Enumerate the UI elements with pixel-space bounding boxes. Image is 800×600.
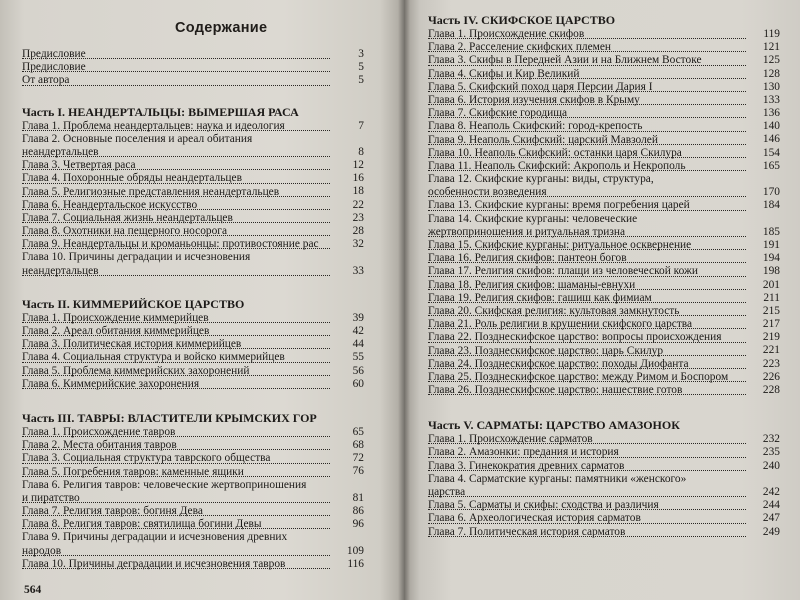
- toc-entry: [22, 479, 364, 505]
- toc-line: [22, 378, 364, 391]
- toc-page-number: 96: [352, 518, 364, 531]
- toc-entry: [22, 186, 364, 199]
- toc-entry-title: Глава 9. Неандертальцы и кроманьонцы: противостояние рас: [22, 238, 319, 251]
- page-number: 564: [24, 584, 42, 596]
- toc-entry-title: царства: [428, 486, 466, 498]
- toc-entry-title: Глава 10. Причины деградации и исчезновения: [22, 251, 251, 264]
- toc-line: [22, 452, 364, 465]
- toc-entry-title: Глава 16. Религия скифов: пантеон богов: [428, 252, 627, 265]
- toc-line: [22, 545, 364, 558]
- toc-entry: [22, 159, 364, 172]
- toc-page-number: 244: [762, 499, 780, 512]
- toc-entry: [428, 147, 780, 160]
- dot-leader: [428, 496, 746, 497]
- toc-entry: [22, 466, 364, 479]
- toc-entry: [22, 531, 364, 557]
- toc-page-number: 32: [352, 238, 364, 251]
- toc-line: [22, 186, 364, 199]
- toc-line: [428, 173, 780, 186]
- toc-entry-title: Глава 21. Роль религии в крушении скифского царства: [428, 318, 693, 331]
- toc-part: [22, 104, 364, 278]
- toc-entry-title: Глава 3. Гинекократия древних сарматов: [428, 459, 625, 472]
- toc-entry-title: особенности возведения: [428, 186, 547, 199]
- toc-page-number: 60: [352, 377, 364, 390]
- toc-line: [428, 358, 780, 371]
- toc-page-number: 165: [762, 159, 780, 172]
- toc-entry-title: Глава 5. Сарматы и скифы: сходства и различия: [428, 499, 659, 512]
- toc-line: [22, 426, 364, 439]
- toc-entry-title: Глава 20. Скифская религия: культовая замкнутость: [428, 304, 680, 317]
- toc-page-number: 249: [762, 525, 780, 538]
- toc-entry-title: Глава 6. Археологическая история сарматов: [428, 512, 641, 525]
- toc-line: [22, 351, 364, 364]
- toc-line: [428, 107, 780, 120]
- toc-entry-title: жертвоприношения и ритуальная тризна: [428, 225, 626, 238]
- toc-entry: [428, 460, 780, 473]
- toc-line: [428, 41, 780, 54]
- toc-entry: [22, 312, 364, 325]
- toc-entry: [22, 365, 364, 378]
- toc-entry: [428, 160, 780, 173]
- toc-entry: [22, 452, 364, 465]
- toc-line: [428, 226, 780, 239]
- toc-entry-title: Глава 2. Места обитания тавров: [22, 439, 177, 452]
- toc-page-number: 235: [762, 446, 780, 459]
- book-gutter: [398, 0, 410, 600]
- toc-page-number: 81: [352, 491, 364, 504]
- toc-line: [22, 225, 364, 238]
- toc-entry: [22, 199, 364, 212]
- toc-line: [428, 199, 780, 212]
- toc-entry-title: Глава 2. Основные поселения и ареал обитания: [22, 132, 253, 145]
- toc-line: [428, 433, 780, 446]
- toc-entry-title: Глава 7. Социальная жизнь неандертальцев: [22, 211, 233, 224]
- toc-line: [428, 384, 780, 397]
- toc-page-number: 22: [352, 198, 364, 211]
- toc-entry: [22, 439, 364, 452]
- toc-line: [428, 213, 780, 226]
- toc-page-number: 219: [762, 331, 780, 344]
- toc-line: [428, 265, 780, 278]
- toc-page-number: 130: [762, 80, 780, 93]
- toc-entry: [428, 134, 780, 147]
- toc-line: [22, 439, 364, 452]
- toc-entry-title: Глава 14. Скифские курганы: человеческие: [428, 212, 638, 225]
- part-title: Часть V. САРМАТЫ: ЦАРСТВО АМАЗОНОК: [428, 418, 680, 433]
- toc-page-number: 33: [352, 264, 364, 277]
- toc-line: [428, 331, 780, 344]
- toc-entry: [22, 426, 364, 439]
- toc-line: [22, 492, 364, 505]
- toc-page-number: 109: [346, 544, 364, 557]
- toc-front-matter: [22, 48, 364, 88]
- toc-entry-title: Глава 6. Неандертальское искусство: [22, 198, 198, 211]
- toc-entry-title: Глава 3. Политическая история киммерийцев: [22, 338, 242, 351]
- toc-entry-title: Глава 9. Причины деградации и исчезновения древних: [22, 531, 288, 544]
- toc-page-number: 201: [762, 278, 780, 291]
- toc-line: [22, 133, 364, 146]
- toc-page-number: 42: [352, 324, 364, 337]
- toc-entry-title: Глава 8. Охотники на пещерного носорога: [22, 225, 228, 238]
- toc-entry-title: Глава 10. Неаполь Скифский: останки царя Скилура: [428, 146, 682, 159]
- part-title: Часть I. НЕАНДЕРТАЛЬЦЫ: ВЫМЕРШАЯ РАСА: [22, 104, 299, 119]
- toc-page-number: 184: [762, 199, 780, 212]
- toc-entry-title: Глава 9. Неаполь Скифский: царский Мавзолей: [428, 133, 658, 146]
- toc-line: [428, 160, 780, 173]
- toc-line: [428, 460, 780, 473]
- toc-page-number: 119: [763, 27, 780, 40]
- toc-entry: [428, 446, 780, 459]
- toc-entry: [428, 433, 780, 446]
- toc-entry: [428, 239, 780, 252]
- toc-entry-title: Глава 7. Скифские городища: [428, 107, 568, 120]
- toc-page-number: 12: [352, 159, 364, 172]
- toc-entry-title: Глава 24. Позднескифское царство: походы Диофанта: [428, 357, 689, 370]
- dot-leader: [22, 555, 330, 556]
- toc-page-number: 140: [762, 120, 780, 133]
- toc-entry-title: Глава 6. История изучения скифов в Крыму: [428, 93, 640, 106]
- toc-entry-title: Глава 23. Позднескифское царство: царь Скилур: [428, 344, 664, 357]
- toc-line: [22, 172, 364, 185]
- toc-line: [428, 120, 780, 133]
- toc-page-number: 185: [762, 225, 780, 238]
- toc-entry-title: Глава 4. Сарматские курганы: памятники «женского»: [428, 472, 687, 485]
- toc-entry: [428, 384, 780, 397]
- toc-line: [22, 265, 364, 278]
- toc-entry: [428, 499, 780, 512]
- toc-entry-title: Глава 1. Происхождение киммерийцев: [22, 311, 209, 324]
- toc-entry-title: Глава 3. Четвертая раса: [22, 159, 136, 172]
- toc-page-number: 5: [358, 61, 364, 74]
- toc-entry-title: Глава 19. Религия скифов: гашиш как фимиам: [428, 291, 652, 304]
- toc-line: [428, 526, 780, 539]
- toc-line: [428, 512, 780, 525]
- toc-entry: [22, 120, 364, 133]
- toc-entry-title: Глава 2. Амазонки: предания и история: [428, 446, 619, 459]
- toc-entry: [428, 512, 780, 525]
- toc-line: [428, 134, 780, 147]
- toc-entry-title: Глава 1. Проблема неандертальцев: наука и идеология: [22, 119, 285, 132]
- toc-page-number: 191: [762, 238, 780, 251]
- toc-entry: [428, 318, 780, 331]
- toc-entry-title: Глава 10. Причины деградации и исчезновения тавров: [22, 557, 286, 570]
- toc-entry-title: От автора: [22, 74, 70, 87]
- toc-entry-title: Глава 8. Религия тавров: святилища богини Девы: [22, 518, 262, 531]
- toc-line: [22, 238, 364, 251]
- toc-entry-title: Предисловие: [22, 61, 86, 74]
- toc-entry: [428, 358, 780, 371]
- toc-entry: [22, 351, 364, 364]
- toc-page-number: 223: [762, 357, 780, 370]
- toc-entry: [428, 120, 780, 133]
- toc-page-number: 86: [352, 505, 364, 518]
- toc-page-number: 8: [358, 145, 364, 158]
- toc-part: [428, 417, 780, 539]
- toc-entry-title: Глава 22. Позднескифское царство: вопросы происхождения: [428, 331, 722, 344]
- toc-entry: [428, 371, 780, 384]
- toc-page-number: 55: [352, 351, 364, 364]
- toc-right-column: [428, 12, 780, 539]
- toc-entry: [22, 225, 364, 238]
- toc-line: [22, 312, 364, 325]
- toc-entry-title: Глава 5. Проблема киммерийских захоронений: [22, 364, 250, 377]
- toc-entry: [428, 265, 780, 278]
- toc-page-number: 228: [762, 384, 780, 397]
- toc-entry-title: Глава 25. Позднескифское царство: между Римом и Боспором: [428, 370, 729, 383]
- toc-entry-title: Глава 4. Скифы и Кир Великий: [428, 67, 580, 80]
- toc-entry: [22, 558, 364, 571]
- toc-page-number: 133: [762, 93, 780, 106]
- toc-entry-title: Глава 2. Ареал обитания киммерийцев: [22, 325, 210, 337]
- toc-part: [22, 296, 364, 391]
- toc-page-number: 211: [763, 291, 780, 304]
- toc-line: [22, 558, 364, 571]
- toc-page-number: 170: [762, 186, 780, 199]
- toc-line: [428, 305, 780, 318]
- toc-line: [428, 186, 780, 199]
- toc-page-number: 125: [762, 54, 780, 67]
- toc-page-number: 154: [762, 146, 780, 159]
- part-title: Часть III. ТАВРЫ: ВЛАСТИТЕЛИ КРЫМСКИХ ГОР: [22, 410, 317, 425]
- toc-entry: [428, 68, 780, 81]
- toc-line: [22, 325, 364, 338]
- toc-page-number: 23: [352, 211, 364, 224]
- toc-entry-title: Глава 15. Скифские курганы: ритуальное осквернение: [428, 239, 692, 251]
- right-page: [404, 0, 800, 600]
- toc-entry: [22, 518, 364, 531]
- toc-page-number: 44: [352, 338, 364, 351]
- toc-entry: [22, 212, 364, 225]
- toc-entry: [22, 505, 364, 518]
- toc-page-number: 121: [762, 41, 780, 54]
- toc-line: [428, 371, 780, 384]
- toc-entry-title: Глава 5. Скифский поход царя Персии Дария I: [428, 80, 653, 93]
- toc-line: [428, 486, 780, 499]
- toc-line: [428, 318, 780, 331]
- toc-line: [428, 252, 780, 265]
- toc-line: [22, 74, 364, 87]
- toc-page-number: 39: [352, 311, 364, 324]
- toc-entry-title: Глава 12. Скифские курганы: виды, структура,: [428, 173, 654, 186]
- toc-line: [428, 292, 780, 305]
- toc-part: [22, 410, 364, 571]
- toc-entry-title: Глава 13. Скифские курганы: время погребения царей: [428, 199, 690, 212]
- toc-page-number: 128: [762, 67, 780, 80]
- toc-entry-title: Глава 4. Социальная структура и войско киммерийцев: [22, 351, 285, 364]
- toc-entry-title: Глава 18. Религия скифов: шаманы-евнухи: [428, 278, 636, 291]
- toc-entry-title: Глава 1. Происхождение сарматов: [428, 433, 593, 446]
- toc-page-number: 240: [762, 459, 780, 472]
- toc-page-number: 146: [762, 133, 780, 146]
- toc-line: [428, 345, 780, 358]
- toc-line: [22, 466, 364, 479]
- toc-entry: [428, 526, 780, 539]
- toc-entry-title: Глава 2. Расселение скифских племен: [428, 41, 612, 54]
- toc-entry: [428, 107, 780, 120]
- toc-entry: [428, 41, 780, 54]
- toc-line: [22, 518, 364, 531]
- toc-line: [22, 146, 364, 159]
- toc-line: [22, 505, 364, 518]
- toc-entry: [22, 378, 364, 391]
- toc-line: [428, 473, 780, 486]
- toc-page-number: 242: [762, 485, 780, 498]
- toc-page-number: 7: [358, 119, 364, 132]
- toc-entry: [428, 94, 780, 107]
- toc-line: [428, 446, 780, 459]
- toc-entry: [428, 252, 780, 265]
- toc-page-number: 28: [352, 225, 364, 238]
- toc-entry-title: Глава 7. Политическая история сарматов: [428, 525, 626, 538]
- toc-entry: [22, 325, 364, 338]
- toc-line: [22, 365, 364, 378]
- toc-page-number: 3: [358, 47, 364, 60]
- toc-heading: Содержание: [175, 20, 268, 36]
- part-title: Часть II. КИММЕРИЙСКОЕ ЦАРСТВО: [22, 296, 245, 311]
- toc-page-number: 226: [762, 370, 780, 383]
- toc-entry-title: Глава 7. Религия тавров: богиня Дева: [22, 505, 203, 518]
- toc-entry-title: Глава 5. Погребения тавров: каменные ящики: [22, 465, 244, 478]
- toc-page-number: 116: [347, 557, 364, 570]
- toc-entry: [428, 81, 780, 94]
- toc-line: [428, 239, 780, 252]
- toc-page-number: 65: [352, 425, 364, 438]
- toc-entry: [428, 292, 780, 305]
- part-title: Часть IV. СКИФСКОЕ ЦАРСТВО: [428, 13, 616, 27]
- toc-page-number: 18: [352, 185, 364, 198]
- toc-entry: [428, 305, 780, 318]
- toc-entry-title: Глава 8. Неаполь Скифский: город-крепость: [428, 120, 643, 133]
- toc-line: [428, 94, 780, 107]
- toc-entry-title: Глава 3. Социальная структура таврского общества: [22, 452, 271, 465]
- toc-entry-title: и пиратство: [22, 491, 80, 504]
- toc-entry-title: Глава 6. Киммерийские захоронения: [22, 377, 200, 390]
- toc-page-number: 16: [352, 172, 364, 185]
- toc-page-number: 194: [762, 252, 780, 265]
- toc-page-number: 221: [762, 344, 780, 357]
- toc-page-number: 217: [762, 318, 780, 331]
- toc-entry: [428, 473, 780, 499]
- toc-page-number: 72: [352, 452, 364, 465]
- toc-entry: [22, 338, 364, 351]
- toc-entry: [428, 173, 780, 199]
- toc-line: [22, 251, 364, 264]
- toc-line: [428, 147, 780, 160]
- toc-line: [428, 279, 780, 292]
- toc-entry-title: неандертальцев: [22, 145, 99, 158]
- toc-page-number: 198: [762, 265, 780, 278]
- toc-entry-title: Глава 4. Похоронные обряды неандертальцев: [22, 172, 242, 185]
- toc-part: [428, 12, 780, 397]
- toc-entry: [428, 213, 780, 239]
- toc-line: [22, 61, 364, 74]
- toc-entry-title: Глава 1. Происхождение скифов: [428, 28, 585, 40]
- toc-line: [22, 212, 364, 225]
- toc-entry-title: неандертальцев: [22, 264, 99, 277]
- toc-line: [428, 54, 780, 67]
- toc-entry-title: Предисловие: [22, 48, 86, 60]
- toc-line: [22, 48, 364, 61]
- toc-entry: [22, 251, 364, 277]
- toc-entry: [428, 345, 780, 358]
- toc-line: [22, 531, 364, 544]
- toc-line: [22, 199, 364, 212]
- toc-page-number: 247: [762, 512, 780, 525]
- toc-entry-title: Глава 5. Религиозные представления неандертальцев: [22, 185, 280, 198]
- toc-page-number: 68: [352, 439, 364, 452]
- toc-entry-title: Глава 3. Скифы в Передней Азии и на Ближнем Востоке: [428, 54, 702, 67]
- toc-entry-title: Глава 1. Происхождение тавров: [22, 425, 176, 438]
- toc-page-number: 76: [352, 465, 364, 478]
- toc-entry: [22, 238, 364, 251]
- toc-entry: [428, 28, 780, 41]
- toc-entry-title: Глава 6. Религия тавров: человеческие жертвоприношения: [22, 478, 307, 491]
- toc-line: [22, 479, 364, 492]
- toc-line: [22, 120, 364, 133]
- toc-entry: [428, 54, 780, 67]
- toc-entry: [22, 133, 364, 159]
- toc-entry-title: Глава 11. Неаполь Скифский: Акрополь и Некрополь: [428, 159, 686, 172]
- toc-entry-title: народов: [22, 544, 62, 557]
- toc-line: [428, 68, 780, 81]
- toc-entry-title: Глава 17. Религия скифов: плащи из человеческой кожи: [428, 265, 699, 278]
- toc-line: [428, 499, 780, 512]
- toc-line: [428, 81, 780, 94]
- toc-entry: [428, 331, 780, 344]
- toc-page-number: 56: [352, 364, 364, 377]
- toc-page-number: 232: [762, 433, 780, 446]
- toc-entry: [22, 172, 364, 185]
- toc-page-number: 5: [358, 74, 364, 87]
- toc-entry: [428, 199, 780, 212]
- toc-line: [22, 338, 364, 351]
- toc-entry: [428, 279, 780, 292]
- toc-page-number: 215: [762, 304, 780, 317]
- toc-entry-title: Глава 26. Позднескифское царство: нашествие готов: [428, 384, 683, 397]
- toc-left-column: [22, 48, 364, 571]
- toc-page-number: 136: [762, 107, 780, 120]
- toc-line: [428, 28, 780, 41]
- toc-line: [22, 159, 364, 172]
